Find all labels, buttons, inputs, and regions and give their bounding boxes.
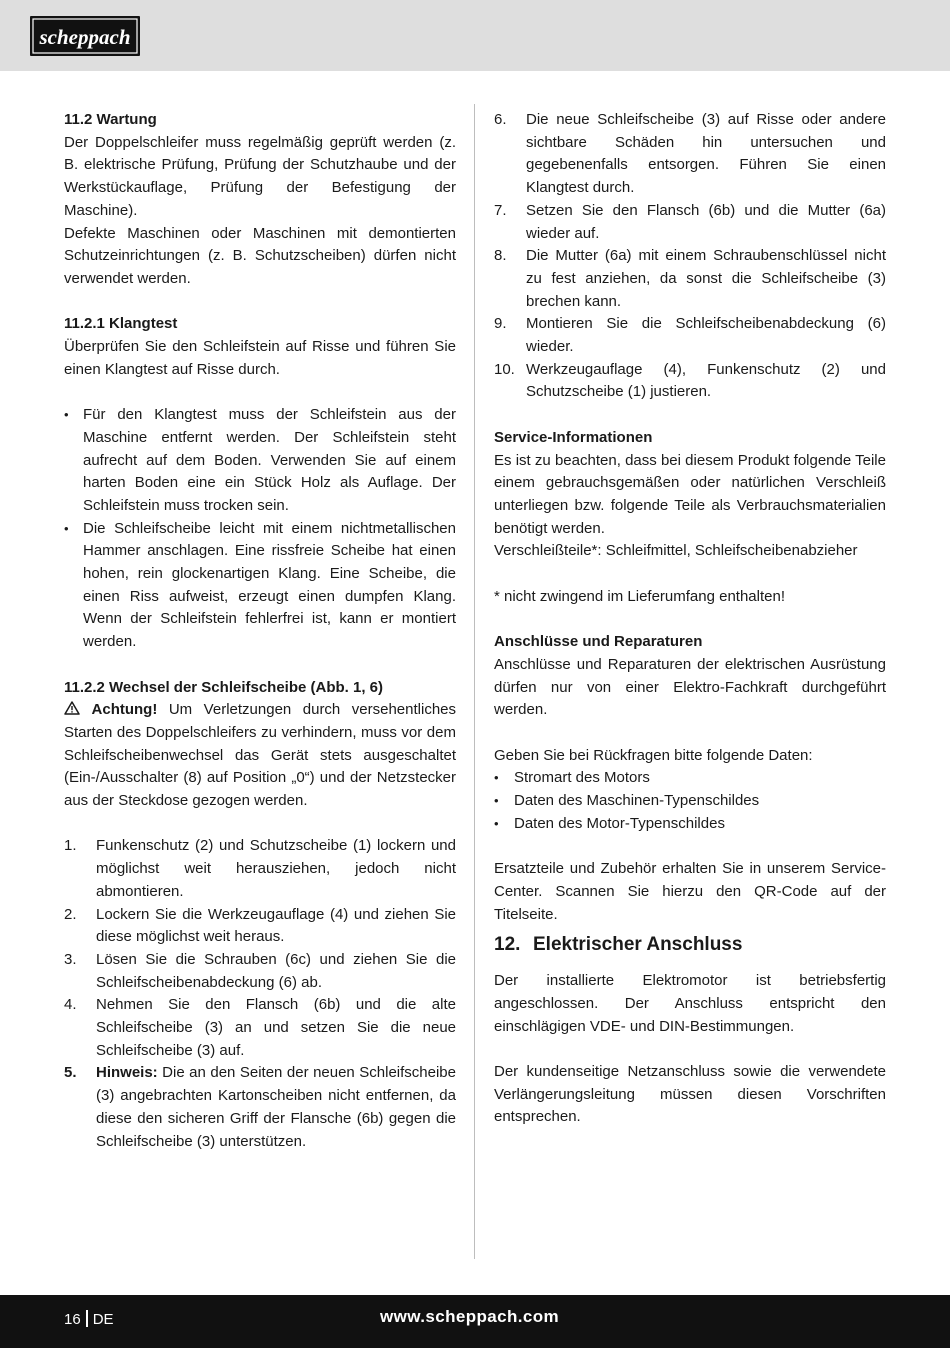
right-column [494,109,886,1129]
step-text: Werkzeugauflage (4), Funkenschutz (2) und Schutzscheibe (1) justieren. [526,360,886,401]
section-12-paragraph-1: Der installierte Elektromotor ist betriebsfertig angeschlossen. Der Anschluss entspricht den einschlägigen VDE- und DIN-Bestimmungen. [494,972,886,1035]
list-item [64,994,456,1062]
section-number: 12. [494,934,521,956]
step-text: Nehmen Sie den Flansch (6b) und die alte Schleifscheibe (3) an und setzen Sie die neue Schleifscheibe (3) auf. [96,996,456,1059]
list-item [64,835,456,903]
step-number: 2. [64,905,77,923]
step-text: Montieren Sie die Schleifscheibenabdeckung (6) wieder. [526,315,886,356]
list-item [64,904,456,949]
page-footer [0,1295,950,1348]
list-item [494,359,886,404]
list-item: • Daten des Maschinen-Typenschildes [494,790,886,813]
replacement-steps-list [64,835,456,1153]
step-number: 4. [64,996,77,1014]
website-url: www.scheppach.com [380,1307,560,1326]
logo-text: scheppach [39,25,131,49]
section-11-2-1-paragraph: Überprüfen Sie den Schleifstein auf Risse und führen Sie einen Klangtest auf Risse durch. [64,338,456,378]
list-item [64,949,456,994]
step-note-label: Hinweis: [96,1064,158,1082]
page-indicator [64,1309,114,1332]
list-item: • Für den Klangtest muss der Schleifstein aus der Maschine entfernt werden. Der Schleifstein steht aufrecht auf dem Boden. Verwenden Sie auf einem harten Boden eine ein Stück Holz als Auflage. Der Schleifstein muss trocken sein. [64,404,456,518]
service-info-title: Service-Informationen [494,428,653,446]
replacement-steps-list-continued [494,109,886,404]
section-title-text: Elektrischer Anschluss [533,934,743,956]
section-11-2-paragraph-2: Defekte Maschinen oder Maschinen mit demontierten Schutzeinrichtungen (z. B. Schutzscheiben) dürfen nicht verwendet werden. [64,224,456,287]
wear-parts-paragraph: Verschleißteile*: Schleifmittel, Schleifscheibenabzieher [494,542,858,560]
step-number: 1. [64,837,77,855]
list-item [494,313,886,358]
step-text: Die Mutter (6a) mit einem Schraubenschlüssel nicht zu fest anziehen, da sonst die Schleifscheibe (3) brechen kann. [526,247,886,310]
step-number: 5. [64,1064,77,1082]
section-12-paragraph-2: Der kundenseitige Netzanschluss sowie die verwendete Verlängerungsleitung müssen diesen Vorschriften entsprechen. [494,1063,886,1126]
step-text: Setzen Sie den Flansch (6b) und die Mutter (6a) wieder auf. [526,201,886,242]
logo-graphic [30,16,140,56]
list-item [494,109,886,200]
section-11-2-paragraph-1: Der Doppelschleifer muss regelmäßig geprüft werden (z. B. elektrische Prüfung, Prüfung der Schutzhaube und der Werkstückauflage, Prüfung der Befestigung der Maschine). [64,133,456,219]
page-header [0,0,950,71]
step-number: 7. [494,201,507,219]
section-11-2-2-title: 11.2.2 Wechsel der Schleifscheibe (Abb. 1, 6) [64,678,384,696]
list-item: • Stromart des Motors [494,767,886,790]
list-item [494,200,886,245]
footer-separator [86,1310,88,1327]
spare-parts-paragraph: Ersatzteile und Zubehör erhalten Sie in unserem Service-Center. Scannen Sie hierzu den QR-Code auf der Titelseite. [494,860,886,923]
column-divider [474,104,475,1259]
page-number: 16 [64,1311,81,1328]
step-number: 10. [494,360,515,378]
step-text: Funkenschutz (2) und Schutzscheibe (1) lockern und möglichst weit herausziehen, jedoch nicht abmontieren. [96,837,456,900]
scheppach-logo [30,16,140,56]
query-data-list [494,767,886,835]
warning-triangle-icon [64,701,80,715]
repairs-title: Anschlüsse und Reparaturen [494,633,703,651]
section-11-2-1-title: 11.2.1 Klangtest [64,315,178,333]
warning-paragraph [64,699,456,813]
service-info-paragraph: Es ist zu beachten, dass bei diesem Produkt folgende Teile einem gebrauchsgemäßen oder natürlichen Verschleiß unterliegen bzw. folgende Teile als Verbrauchsmaterialien benötigt werden. [494,451,886,537]
step-number: 9. [494,315,507,333]
warning-text: Um Verletzungen durch versehentliches Starten des Doppelschleifers zu verhindern, muss vor dem Schleifscheibenwechsel das Gerät stets ausgeschaltet (Ein-/Ausschalter (8) auf Position „0“) und der Netzstecker aus der Steckdose gezogen werden. [64,701,457,810]
step-number: 3. [64,950,77,968]
language-code: DE [92,1311,114,1328]
footnote: * nicht zwingend im Lieferumfang enthalten! [494,587,786,605]
list-item: • Daten des Motor-Typenschildes [494,813,886,836]
step-text: Die an den Seiten der neuen Schleifscheibe (3) angebrachten Kartonscheiben nicht entfernen, da diese den sicheren Griff der Flansche (6b) gegen die Schleifscheibe (3) unterstützen. [96,1064,456,1150]
list-item [64,1062,456,1153]
section-12-title [494,932,886,958]
section-11-2-title: 11.2 Wartung [64,111,157,128]
klangtest-bullet-list [64,404,456,654]
step-text: Lösen Sie die Schrauben (6c) und ziehen Sie die Schleifscheibenabdeckung (6) ab. [96,950,456,991]
query-intro: Geben Sie bei Rückfragen bitte folgende Daten: [494,746,813,764]
list-item: • Die Schleifscheibe leicht mit einem nichtmetallischen Hammer anschlagen. Eine rissfreie Scheibe hat einen hohen, rein glockenartigen Klang. Eine Scheibe, die einen Riss aufweist, erzeugt einen dumpfen Klang. Wenn der Schleifstein fehlerfrei ist, kann er montiert werden. [64,518,456,654]
repairs-paragraph: Anschlüsse und Reparaturen der elektrischen Ausrüstung dürfen nur von einer Elektro-Fachkraft durchgeführt werden. [494,655,886,719]
list-item [494,245,886,313]
left-column [64,109,456,1153]
step-number: 6. [494,111,507,128]
step-text: Lockern Sie die Werkzeugauflage (4) und ziehen Sie diese möglichst weit heraus. [96,905,456,946]
step-number: 8. [494,247,507,265]
step-text: Die neue Schleifscheibe (3) auf Risse oder andere sichtbare Schäden hin untersuchen und gegebenenfalls entsorgen. Führen Sie einen Klangtest durch. [526,111,886,197]
warning-label: Achtung! [91,701,158,719]
